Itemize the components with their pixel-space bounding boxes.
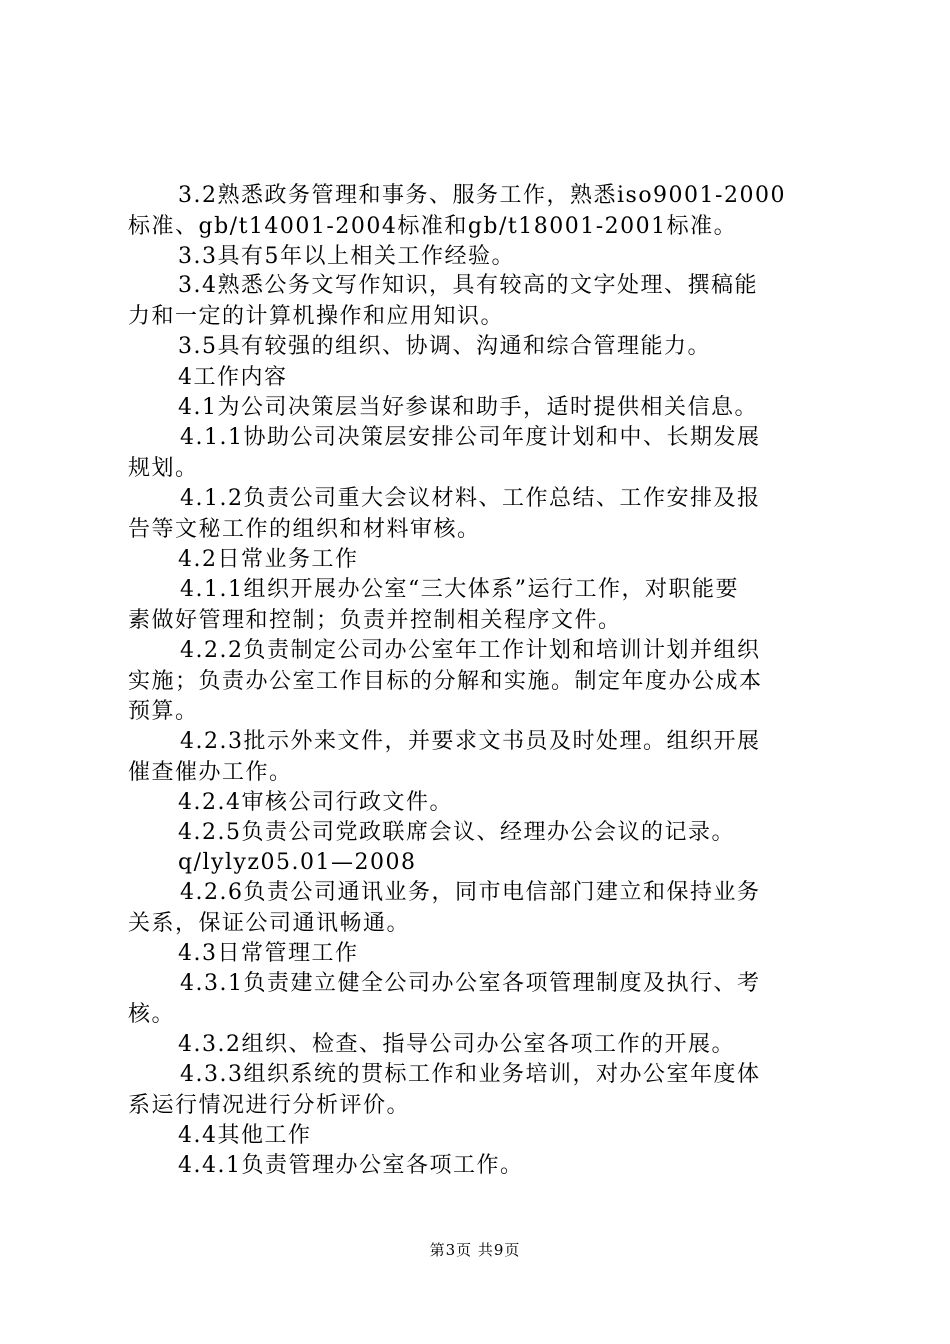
text-line: 系运行情况进行分析评价。 (128, 1092, 411, 1118)
text-line: 4.2日常业务工作 (178, 547, 359, 572)
text-line: 4.4其他工作 (178, 1123, 312, 1148)
text-line: 催查催办工作。 (128, 759, 293, 785)
text-line: 规划。 (128, 455, 199, 481)
text-line: 3.2熟悉政务管理和事务、服务工作，熟悉iso9001-2000 (178, 183, 786, 208)
text-line: 4.2.2负责制定公司办公室年工作计划和培训计划并组织 (180, 638, 761, 663)
text-line: 4.3.1负责建立健全公司办公室各项管理制度及执行、考 (180, 971, 761, 996)
text-line: 力和一定的计算机操作和应用知识。 (128, 303, 505, 329)
text-line: 3.3具有5年以上相关工作经验。 (178, 244, 515, 269)
text-line: 4.2.4审核公司行政文件。 (178, 790, 453, 815)
text-line: 预算。 (128, 699, 199, 724)
text-line: 3.4熟悉公务文写作知识，具有较高的文字处理、撰稿能 (178, 273, 758, 298)
text-line: 4.1.2负责公司重大会议材料、工作总结、工作安排及报 (180, 486, 761, 511)
text-line: 4.3.3组织系统的贯标工作和业务培训，对办公室年度体 (180, 1062, 761, 1087)
text-line: 素做好管理和控制；负责并控制相关程序文件。 (128, 607, 622, 633)
text-line: 关系，保证公司通讯畅通。 (128, 910, 411, 936)
text-line: 4.1.1协助公司决策层安排公司年度计划和中、长期发展 (180, 425, 761, 450)
text-line: 4.1.1组织开展办公室“三大体系”运行工作，对职能要 (180, 577, 739, 602)
page-footer: 第3页 共9页 (429, 1241, 521, 1259)
text-line: 实施；负责办公室工作目标的分解和实施。制定年度办公成本 (128, 668, 763, 694)
text-line: 核。 (128, 1001, 176, 1027)
text-line: 3.5具有较强的组织、协调、沟通和综合管理能力。 (178, 334, 711, 359)
text-line: 4.1为公司决策层当好参谋和助手，适时提供相关信息。 (178, 395, 758, 420)
text-line: 4工作内容 (178, 365, 288, 390)
text-line: 4.2.5负责公司党政联席会议、经理办公会议的记录。 (178, 820, 735, 845)
text-line: 4.2.6负责公司通讯业务，同市电信部门建立和保持业务 (180, 880, 761, 905)
text-line: 4.2.3批示外来文件，并要求文书员及时处理。组织开展 (180, 729, 761, 754)
text-line: 告等文秘工作的组织和材料审核。 (128, 516, 481, 542)
text-line: 4.4.1负责管理办公室各项工作。 (178, 1153, 524, 1178)
text-line: 4.3.2组织、检查、指导公司办公室各项工作的开展。 (178, 1032, 735, 1057)
text-line: 4.3日常管理工作 (178, 941, 359, 966)
text-line: q/lylyz05.01—2008 (178, 850, 417, 875)
text-line: 标准、gb/t14001-2004标准和gb/t18001-2001标准。 (128, 213, 738, 239)
